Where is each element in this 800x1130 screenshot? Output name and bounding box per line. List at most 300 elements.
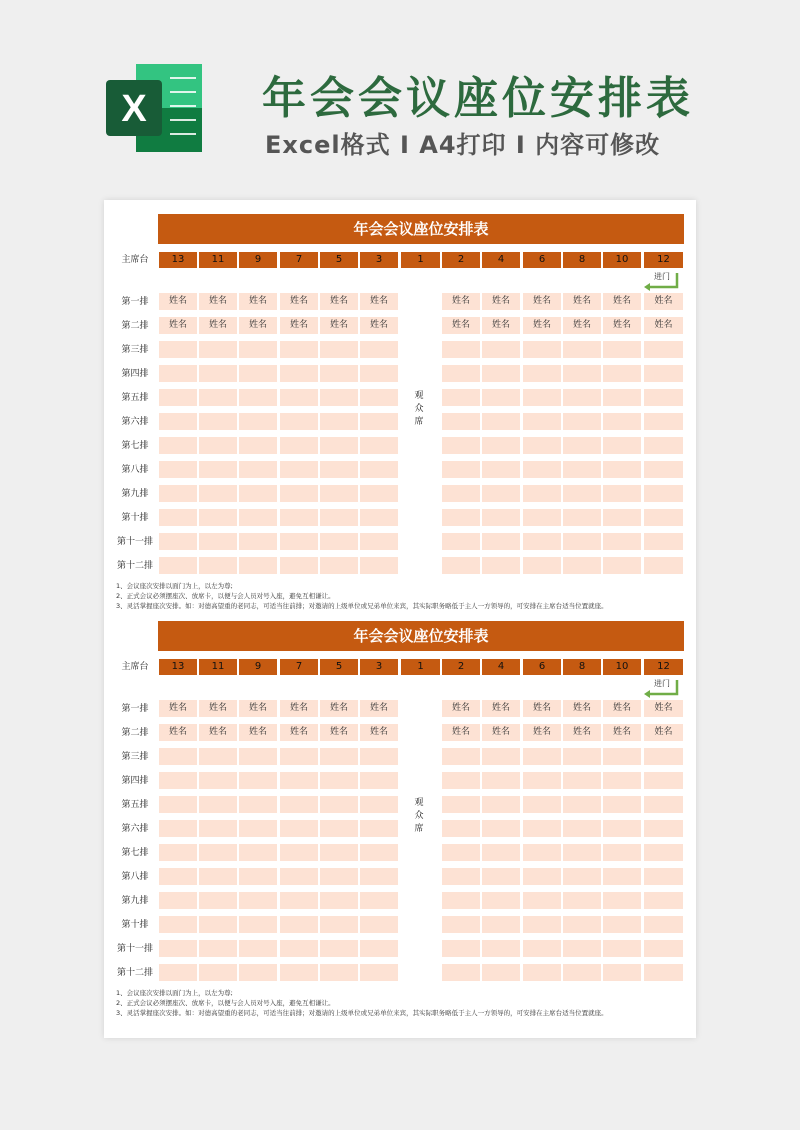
seat-cell[interactable]: 姓名 <box>563 293 601 310</box>
seat-cell[interactable] <box>360 868 398 885</box>
seat-cell[interactable] <box>360 748 398 765</box>
seat-cell[interactable] <box>320 365 358 382</box>
seat-cell[interactable] <box>644 533 683 550</box>
seat-cell[interactable] <box>280 892 318 909</box>
seat-cell[interactable] <box>159 868 197 885</box>
seat-cell[interactable]: 姓名 <box>239 317 277 334</box>
seat-cell[interactable] <box>159 341 197 358</box>
seat-cell[interactable] <box>442 461 480 478</box>
seat-cell[interactable] <box>239 868 277 885</box>
seat-cell[interactable] <box>603 964 641 981</box>
seat-number-cell[interactable]: 4 <box>482 252 520 268</box>
seat-cell[interactable] <box>482 868 520 885</box>
seat-cell[interactable] <box>280 485 318 502</box>
seat-cell[interactable] <box>239 844 277 861</box>
seat-cell[interactable] <box>199 509 237 526</box>
seat-cell[interactable] <box>320 772 358 789</box>
seat-cell[interactable] <box>482 796 520 813</box>
seat-number-cell[interactable]: 4 <box>482 659 520 675</box>
seat-cell[interactable] <box>644 461 683 478</box>
seat-cell[interactable]: 姓名 <box>239 700 277 717</box>
seat-cell[interactable] <box>523 389 561 406</box>
seat-cell[interactable]: 姓名 <box>523 293 561 310</box>
seat-cell[interactable] <box>523 964 561 981</box>
seat-cell[interactable] <box>482 413 520 430</box>
seat-cell[interactable] <box>442 916 480 933</box>
seat-cell[interactable] <box>603 748 641 765</box>
seat-cell[interactable] <box>644 413 683 430</box>
seat-cell[interactable] <box>159 533 197 550</box>
seat-cell[interactable] <box>442 485 480 502</box>
seat-cell[interactable] <box>603 796 641 813</box>
seat-cell[interactable] <box>644 844 683 861</box>
seat-cell[interactable]: 姓名 <box>159 293 197 310</box>
seat-cell[interactable]: 姓名 <box>320 317 358 334</box>
seat-cell[interactable] <box>320 485 358 502</box>
seat-cell[interactable] <box>603 341 641 358</box>
seat-cell[interactable]: 姓名 <box>482 724 520 741</box>
seat-cell[interactable] <box>644 389 683 406</box>
seat-cell[interactable] <box>603 461 641 478</box>
seat-cell[interactable]: 姓名 <box>603 700 641 717</box>
seat-cell[interactable] <box>320 916 358 933</box>
seat-cell[interactable] <box>280 365 318 382</box>
seat-cell[interactable]: 姓名 <box>603 317 641 334</box>
seat-number-cell[interactable]: 13 <box>159 659 197 675</box>
seat-cell[interactable] <box>442 868 480 885</box>
seat-cell[interactable] <box>563 533 601 550</box>
seat-cell[interactable] <box>159 485 197 502</box>
seat-cell[interactable] <box>523 509 561 526</box>
seat-cell[interactable] <box>360 892 398 909</box>
seat-cell[interactable] <box>482 533 520 550</box>
seat-cell[interactable]: 姓名 <box>442 293 480 310</box>
seat-cell[interactable] <box>199 461 237 478</box>
seat-cell[interactable] <box>159 820 197 837</box>
seat-cell[interactable] <box>523 557 561 574</box>
seat-cell[interactable] <box>320 509 358 526</box>
seat-cell[interactable] <box>159 844 197 861</box>
seat-cell[interactable] <box>280 964 318 981</box>
seat-number-cell[interactable]: 11 <box>199 252 237 268</box>
seat-cell[interactable] <box>603 413 641 430</box>
seat-cell[interactable] <box>603 940 641 957</box>
seat-cell[interactable] <box>280 509 318 526</box>
seat-cell[interactable] <box>603 916 641 933</box>
seat-cell[interactable] <box>360 365 398 382</box>
seat-cell[interactable] <box>442 413 480 430</box>
seat-cell[interactable] <box>523 533 561 550</box>
seat-cell[interactable] <box>442 748 480 765</box>
seat-cell[interactable]: 姓名 <box>644 293 683 310</box>
seat-cell[interactable] <box>482 844 520 861</box>
seat-cell[interactable]: 姓名 <box>280 293 318 310</box>
seat-cell[interactable] <box>442 365 480 382</box>
seat-cell[interactable] <box>482 437 520 454</box>
seat-cell[interactable] <box>360 413 398 430</box>
seat-cell[interactable] <box>280 389 318 406</box>
seat-cell[interactable] <box>482 485 520 502</box>
seat-cell[interactable] <box>239 916 277 933</box>
seat-cell[interactable] <box>482 892 520 909</box>
seat-cell[interactable] <box>603 365 641 382</box>
seat-cell[interactable] <box>199 413 237 430</box>
seat-cell[interactable] <box>239 964 277 981</box>
seat-cell[interactable]: 姓名 <box>442 724 480 741</box>
seat-cell[interactable] <box>442 772 480 789</box>
seat-cell[interactable] <box>563 772 601 789</box>
seat-cell[interactable] <box>563 413 601 430</box>
seat-cell[interactable] <box>563 509 601 526</box>
seat-cell[interactable] <box>442 892 480 909</box>
seat-number-cell[interactable]: 7 <box>280 252 318 268</box>
seat-cell[interactable]: 姓名 <box>159 724 197 741</box>
seat-cell[interactable] <box>360 844 398 861</box>
seat-number-cell[interactable]: 6 <box>523 659 561 675</box>
seat-cell[interactable] <box>644 964 683 981</box>
seat-cell[interactable] <box>159 365 197 382</box>
seat-cell[interactable] <box>563 485 601 502</box>
seat-cell[interactable] <box>644 341 683 358</box>
seat-cell[interactable] <box>199 748 237 765</box>
seat-cell[interactable] <box>563 796 601 813</box>
seat-cell[interactable] <box>442 437 480 454</box>
seat-cell[interactable] <box>563 916 601 933</box>
seat-cell[interactable] <box>482 557 520 574</box>
seat-cell[interactable] <box>523 772 561 789</box>
seat-cell[interactable] <box>360 772 398 789</box>
seat-cell[interactable] <box>603 772 641 789</box>
seat-number-cell[interactable]: 1 <box>401 252 440 268</box>
seat-cell[interactable]: 姓名 <box>199 700 237 717</box>
seat-cell[interactable] <box>199 557 237 574</box>
seat-cell[interactable] <box>199 844 237 861</box>
seat-cell[interactable]: 姓名 <box>360 317 398 334</box>
seat-number-cell[interactable]: 9 <box>239 659 277 675</box>
seat-cell[interactable] <box>280 772 318 789</box>
seat-cell[interactable] <box>320 389 358 406</box>
seat-cell[interactable] <box>603 820 641 837</box>
seat-cell[interactable] <box>159 413 197 430</box>
seat-cell[interactable]: 姓名 <box>482 317 520 334</box>
seat-cell[interactable]: 姓名 <box>603 293 641 310</box>
seat-cell[interactable] <box>239 485 277 502</box>
seat-cell[interactable] <box>523 485 561 502</box>
seat-cell[interactable] <box>644 916 683 933</box>
seat-number-cell[interactable]: 3 <box>360 659 398 675</box>
seat-cell[interactable] <box>239 365 277 382</box>
seat-cell[interactable] <box>280 916 318 933</box>
seat-cell[interactable] <box>199 365 237 382</box>
seat-cell[interactable] <box>482 916 520 933</box>
seat-cell[interactable] <box>199 772 237 789</box>
seat-cell[interactable] <box>442 796 480 813</box>
seat-number-cell[interactable]: 2 <box>442 659 480 675</box>
seat-cell[interactable]: 姓名 <box>482 293 520 310</box>
seat-cell[interactable] <box>442 557 480 574</box>
seat-cell[interactable]: 姓名 <box>360 293 398 310</box>
seat-cell[interactable]: 姓名 <box>644 724 683 741</box>
seat-cell[interactable] <box>199 485 237 502</box>
seat-cell[interactable]: 姓名 <box>159 700 197 717</box>
seat-cell[interactable] <box>603 485 641 502</box>
seat-cell[interactable] <box>320 892 358 909</box>
seat-cell[interactable] <box>563 892 601 909</box>
seat-cell[interactable] <box>199 341 237 358</box>
seat-cell[interactable] <box>320 796 358 813</box>
seat-cell[interactable] <box>523 796 561 813</box>
seat-cell[interactable] <box>482 509 520 526</box>
seat-cell[interactable] <box>159 509 197 526</box>
seat-cell[interactable] <box>644 748 683 765</box>
seat-cell[interactable]: 姓名 <box>563 724 601 741</box>
seat-cell[interactable]: 姓名 <box>563 317 601 334</box>
seat-cell[interactable] <box>442 964 480 981</box>
seat-cell[interactable] <box>603 844 641 861</box>
seat-cell[interactable] <box>603 389 641 406</box>
seat-cell[interactable] <box>523 461 561 478</box>
seat-cell[interactable]: 姓名 <box>320 293 358 310</box>
seat-cell[interactable] <box>280 844 318 861</box>
seat-cell[interactable] <box>482 389 520 406</box>
seat-cell[interactable] <box>360 940 398 957</box>
seat-number-cell[interactable]: 3 <box>360 252 398 268</box>
seat-cell[interactable] <box>442 509 480 526</box>
seat-number-cell[interactable]: 8 <box>563 659 601 675</box>
seat-cell[interactable] <box>360 389 398 406</box>
seat-cell[interactable] <box>563 940 601 957</box>
seat-cell[interactable] <box>159 748 197 765</box>
seat-number-cell[interactable]: 10 <box>603 252 641 268</box>
seat-cell[interactable]: 姓名 <box>360 724 398 741</box>
seat-number-cell[interactable]: 5 <box>320 659 358 675</box>
seat-cell[interactable] <box>280 341 318 358</box>
seat-cell[interactable]: 姓名 <box>280 317 318 334</box>
seat-cell[interactable] <box>442 389 480 406</box>
seat-number-cell[interactable]: 5 <box>320 252 358 268</box>
seat-cell[interactable] <box>239 437 277 454</box>
seat-cell[interactable] <box>523 748 561 765</box>
seat-cell[interactable] <box>644 796 683 813</box>
seat-cell[interactable] <box>644 557 683 574</box>
seat-cell[interactable] <box>239 509 277 526</box>
seat-cell[interactable] <box>199 868 237 885</box>
seat-cell[interactable] <box>199 892 237 909</box>
seat-cell[interactable] <box>563 748 601 765</box>
seat-cell[interactable] <box>280 533 318 550</box>
seat-cell[interactable] <box>523 868 561 885</box>
seat-cell[interactable] <box>482 341 520 358</box>
seat-cell[interactable] <box>644 892 683 909</box>
seat-cell[interactable] <box>320 844 358 861</box>
seat-cell[interactable] <box>360 437 398 454</box>
seat-cell[interactable] <box>360 964 398 981</box>
seat-cell[interactable] <box>523 820 561 837</box>
seat-cell[interactable] <box>563 341 601 358</box>
seat-cell[interactable] <box>320 820 358 837</box>
seat-cell[interactable]: 姓名 <box>523 317 561 334</box>
seat-cell[interactable]: 姓名 <box>442 317 480 334</box>
seat-cell[interactable] <box>159 389 197 406</box>
seat-cell[interactable] <box>159 964 197 981</box>
seat-cell[interactable] <box>442 940 480 957</box>
seat-cell[interactable] <box>239 748 277 765</box>
seat-cell[interactable]: 姓名 <box>320 700 358 717</box>
seat-cell[interactable] <box>563 964 601 981</box>
seat-cell[interactable] <box>442 341 480 358</box>
seat-cell[interactable] <box>482 461 520 478</box>
seat-cell[interactable] <box>442 533 480 550</box>
seat-number-cell[interactable]: 11 <box>199 659 237 675</box>
seat-cell[interactable] <box>482 772 520 789</box>
seat-cell[interactable] <box>563 365 601 382</box>
seat-cell[interactable] <box>239 341 277 358</box>
seat-cell[interactable] <box>280 413 318 430</box>
seat-number-cell[interactable]: 8 <box>563 252 601 268</box>
seat-cell[interactable]: 姓名 <box>199 724 237 741</box>
seat-cell[interactable] <box>320 413 358 430</box>
seat-cell[interactable] <box>482 964 520 981</box>
seat-cell[interactable] <box>320 868 358 885</box>
seat-cell[interactable] <box>563 461 601 478</box>
seat-cell[interactable]: 姓名 <box>159 317 197 334</box>
seat-cell[interactable] <box>603 509 641 526</box>
seat-cell[interactable] <box>523 916 561 933</box>
seat-number-cell[interactable]: 7 <box>280 659 318 675</box>
seat-cell[interactable] <box>239 389 277 406</box>
seat-cell[interactable] <box>320 341 358 358</box>
seat-cell[interactable] <box>482 365 520 382</box>
seat-cell[interactable] <box>360 461 398 478</box>
seat-cell[interactable] <box>199 796 237 813</box>
seat-cell[interactable]: 姓名 <box>239 293 277 310</box>
seat-cell[interactable] <box>199 940 237 957</box>
seat-cell[interactable]: 姓名 <box>320 724 358 741</box>
seat-cell[interactable] <box>563 844 601 861</box>
seat-cell[interactable] <box>239 820 277 837</box>
seat-cell[interactable]: 姓名 <box>603 724 641 741</box>
seat-cell[interactable] <box>199 820 237 837</box>
seat-cell[interactable] <box>159 772 197 789</box>
seat-cell[interactable] <box>644 365 683 382</box>
seat-cell[interactable] <box>523 341 561 358</box>
seat-cell[interactable] <box>239 557 277 574</box>
seat-cell[interactable] <box>523 437 561 454</box>
seat-cell[interactable] <box>239 796 277 813</box>
seat-cell[interactable] <box>360 509 398 526</box>
seat-cell[interactable]: 姓名 <box>280 700 318 717</box>
seat-cell[interactable] <box>360 557 398 574</box>
seat-cell[interactable] <box>603 533 641 550</box>
seat-cell[interactable]: 姓名 <box>644 317 683 334</box>
seat-cell[interactable] <box>280 868 318 885</box>
seat-number-cell[interactable]: 12 <box>644 252 683 268</box>
seat-cell[interactable]: 姓名 <box>199 293 237 310</box>
seat-cell[interactable] <box>523 892 561 909</box>
seat-cell[interactable] <box>320 533 358 550</box>
seat-cell[interactable] <box>320 557 358 574</box>
seat-cell[interactable] <box>199 437 237 454</box>
seat-cell[interactable] <box>199 916 237 933</box>
seat-cell[interactable] <box>320 437 358 454</box>
seat-cell[interactable] <box>360 485 398 502</box>
seat-cell[interactable] <box>644 772 683 789</box>
seat-number-cell[interactable]: 2 <box>442 252 480 268</box>
seat-cell[interactable]: 姓名 <box>644 700 683 717</box>
seat-cell[interactable]: 姓名 <box>563 700 601 717</box>
seat-cell[interactable] <box>644 820 683 837</box>
seat-number-cell[interactable]: 1 <box>401 659 440 675</box>
seat-cell[interactable] <box>280 748 318 765</box>
seat-cell[interactable]: 姓名 <box>482 700 520 717</box>
seat-cell[interactable]: 姓名 <box>523 724 561 741</box>
seat-cell[interactable] <box>644 509 683 526</box>
seat-cell[interactable] <box>239 940 277 957</box>
seat-cell[interactable] <box>159 916 197 933</box>
seat-cell[interactable] <box>320 940 358 957</box>
seat-number-cell[interactable]: 12 <box>644 659 683 675</box>
seat-cell[interactable] <box>280 557 318 574</box>
seat-cell[interactable] <box>644 437 683 454</box>
seat-cell[interactable] <box>280 796 318 813</box>
seat-cell[interactable] <box>482 820 520 837</box>
seat-cell[interactable] <box>280 461 318 478</box>
seat-cell[interactable] <box>644 868 683 885</box>
seat-cell[interactable] <box>199 964 237 981</box>
seat-cell[interactable]: 姓名 <box>360 700 398 717</box>
seat-cell[interactable] <box>239 533 277 550</box>
seat-number-cell[interactable]: 13 <box>159 252 197 268</box>
seat-cell[interactable] <box>360 916 398 933</box>
seat-cell[interactable] <box>239 413 277 430</box>
seat-cell[interactable] <box>239 892 277 909</box>
seat-cell[interactable] <box>603 437 641 454</box>
seat-cell[interactable] <box>644 940 683 957</box>
seat-cell[interactable] <box>239 461 277 478</box>
seat-cell[interactable] <box>442 820 480 837</box>
seat-cell[interactable] <box>159 892 197 909</box>
seat-cell[interactable] <box>159 557 197 574</box>
seat-cell[interactable] <box>603 557 641 574</box>
seat-cell[interactable] <box>523 413 561 430</box>
seat-cell[interactable] <box>320 748 358 765</box>
seat-cell[interactable] <box>159 461 197 478</box>
seat-cell[interactable] <box>563 557 601 574</box>
seat-cell[interactable] <box>159 796 197 813</box>
seat-cell[interactable]: 姓名 <box>239 724 277 741</box>
seat-cell[interactable] <box>360 341 398 358</box>
seat-cell[interactable] <box>360 820 398 837</box>
seat-cell[interactable] <box>523 940 561 957</box>
seat-cell[interactable] <box>603 868 641 885</box>
seat-cell[interactable] <box>159 437 197 454</box>
seat-cell[interactable]: 姓名 <box>280 724 318 741</box>
seat-cell[interactable] <box>482 940 520 957</box>
seat-cell[interactable] <box>563 820 601 837</box>
seat-cell[interactable]: 姓名 <box>523 700 561 717</box>
seat-number-cell[interactable]: 9 <box>239 252 277 268</box>
seat-cell[interactable]: 姓名 <box>442 700 480 717</box>
seat-cell[interactable]: 姓名 <box>199 317 237 334</box>
seat-cell[interactable] <box>199 533 237 550</box>
seat-cell[interactable] <box>320 964 358 981</box>
seat-cell[interactable] <box>442 844 480 861</box>
seat-number-cell[interactable]: 6 <box>523 252 561 268</box>
seat-cell[interactable] <box>280 437 318 454</box>
seat-number-cell[interactable]: 10 <box>603 659 641 675</box>
seat-cell[interactable] <box>199 389 237 406</box>
seat-cell[interactable] <box>360 533 398 550</box>
